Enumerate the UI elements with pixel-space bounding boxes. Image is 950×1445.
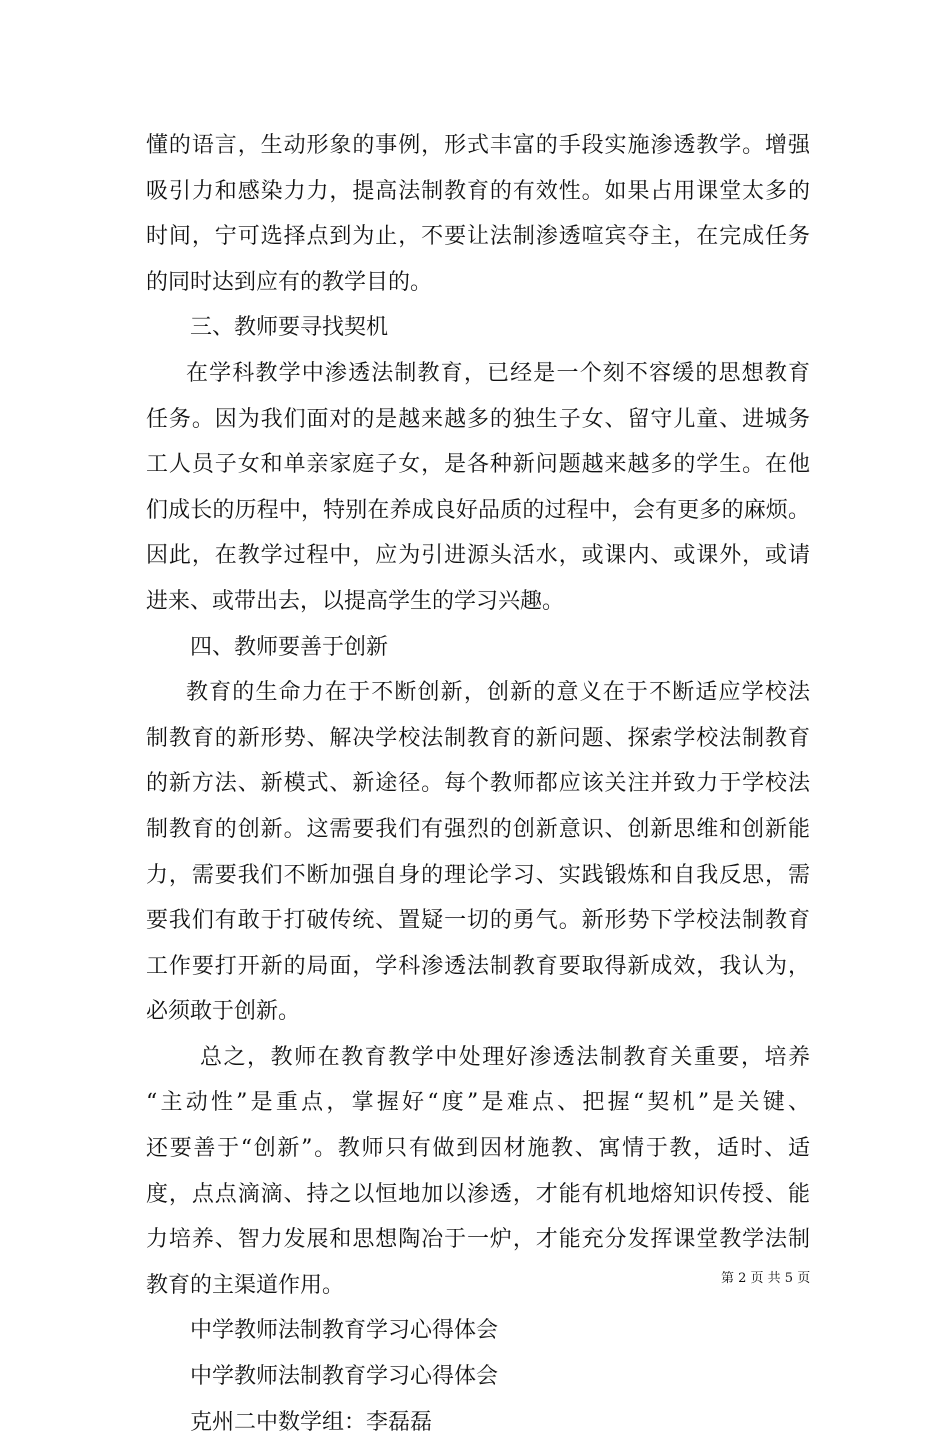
text-line: 制教育的新形势、解决学校法制教育的新问题、探索学校法制教育 [146,725,810,751]
text-line: 要我们有敢于打破传统、置疑一切的勇气。新形势下学校法制教育 [146,908,810,934]
text-line: 还要善于“创新”。教师只有做到因材施教、寓情于教，适时、适 [146,1136,810,1162]
text-line: 总之，教师在教育教学中处理好渗透法制教育关重要，培养 [200,1044,810,1070]
text-line: 时间，宁可选择点到为止，不要让法制渗透喧宾夺主，在完成任务 [146,224,810,250]
text-line: 度，点点滴滴、持之以恒地加以渗透，才能有机地熔知识传授、能 [146,1181,810,1207]
text-line: 进来、或带出去，以提高学生的学习兴趣。 [146,588,565,614]
text-line: 教育的生命力在于不断创新，创新的意义在于不断适应学校法 [186,680,810,706]
text-line: 的同时达到应有的教学目的。 [146,269,433,295]
author-line: 克州二中数学组：李磊磊 [190,1409,433,1435]
text-line: 懂的语言，生动形象的事例，形式丰富的手段实施渗透教学。增强 [146,133,810,158]
title-line: 中学教师法制教育学习心得体会 [190,1364,499,1390]
text-line: 制教育的创新。这需要我们有强烈的创新意识、创新思维和创新能 [146,816,810,842]
text-line: 任务。因为我们面对的是越来越多的独生子女、留守儿童、进城务 [146,406,810,432]
text-line: 力，需要我们不断加强自身的理论学习、实践锻炼和自我反思，需 [146,862,810,888]
text-line: 吸引力和感染力力，提高法制教育的有效性。如果占用课堂太多的 [146,178,810,204]
page-number: 第 2 页 共 5 页 [721,1271,811,1286]
text-line: 必须敢于创新。 [146,999,301,1025]
text-line: 的新方法、新模式、新途径。每个教师都应该关注并致力于学校法 [146,771,810,797]
text-line: 在学科教学中渗透法制教育，已经是一个刻不容缓的思想教育 [186,360,810,386]
section-heading-3: 三、教师要寻找契机 [190,315,389,341]
text-line: 教育的主渠道作用。 [146,1272,345,1298]
text-line: 们成长的历程中，特别在养成良好品质的过程中，会有更多的麻烦。 [146,497,810,523]
text-line: 力培养、智力发展和思想陶冶于一炉，才能充分发挥课堂教学法制 [146,1227,810,1253]
text-line: 工人员子女和单亲家庭子女，是各种新问题越来越多的学生。在他 [146,452,810,478]
document-body [146,123,810,1445]
section-heading-4: 四、教师要善于创新 [190,634,389,660]
text-line: “主动性”是重点，掌握好“度”是难点、把握“契机”是关键、 [146,1090,810,1116]
text-line: 工作要打开新的局面，学科渗透法制教育要取得新成效，我认为， [146,953,810,979]
title-line: 中学教师法制教育学习心得体会 [190,1318,499,1344]
text-line: 因此，在教学过程中，应为引进源头活水，或课内、或课外，或请 [146,543,810,569]
